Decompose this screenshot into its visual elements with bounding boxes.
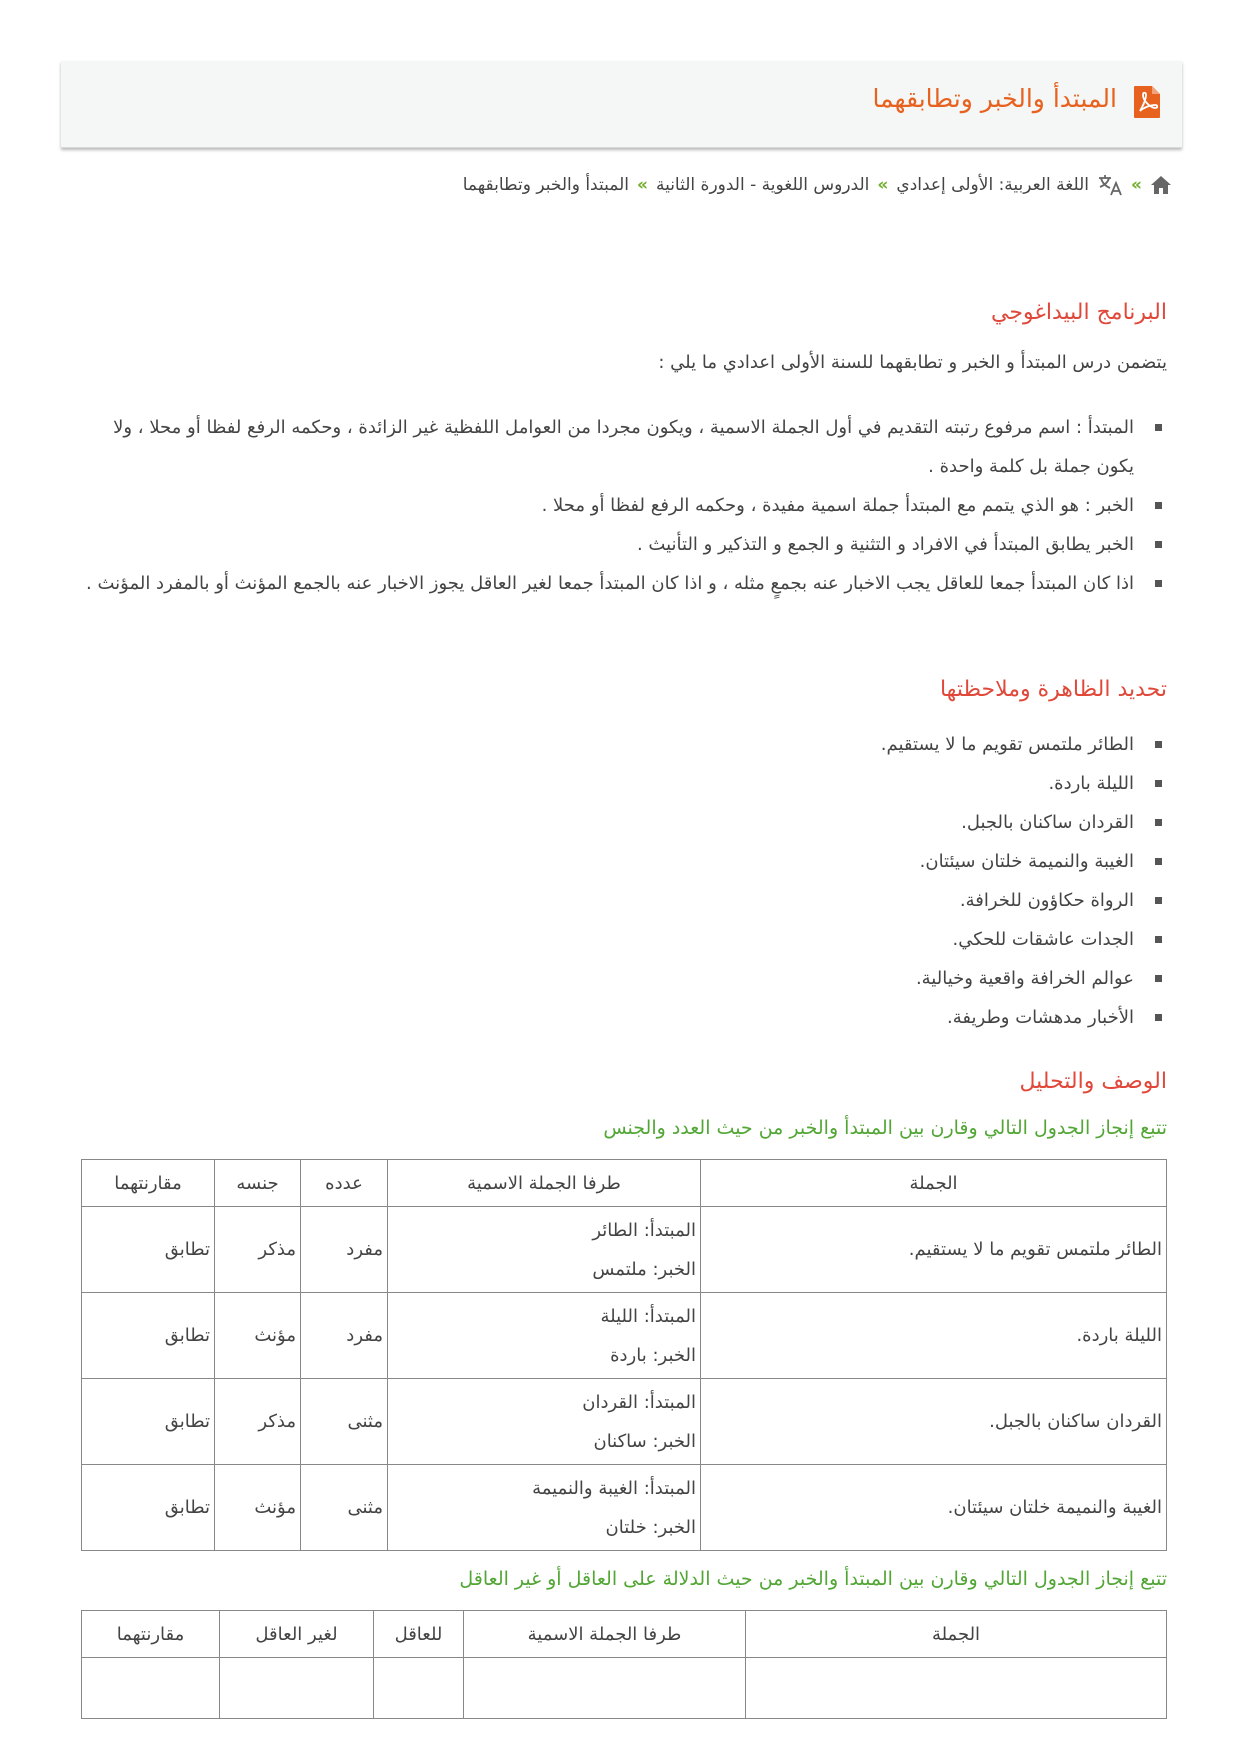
table-row [82,1465,1167,1551]
cell-subject: المبتدأ: القردان [582,1391,696,1413]
column-header: لغير العاقل [220,1611,374,1658]
cell-sentence: الطائر ملتمس تقويم ما لا يستقيم. [701,1207,1167,1293]
list-item: اذا كان المبتدأ جمعا للعاقل يجب الاخبار عنه بجمعٍ مثله ، و اذا كان المبتدأ جمعا لغير العاقل يجوز الاخبار عنه بالجمع المؤنث أو بالمفرد المؤنث . [75,564,1167,603]
column-header: مقارنتهما [82,1160,215,1207]
cell-predicate: الخبر: باردة [610,1344,696,1366]
list-item: الخبر : هو الذي يتمم مع المبتدأ جملة اسمية مفيدة ، وحكمه الرفع لفظا أو محلا . [75,486,1167,525]
cell-sentence: الليلة باردة. [701,1293,1167,1379]
cell-predicate: الخبر: ساكنان [593,1430,696,1452]
cell-subject: المبتدأ: الغيبة والنميمة [532,1477,696,1499]
list-item: الرواة حكاؤون للخرافة. [467,881,1167,920]
column-header: للعاقل [374,1611,464,1658]
table-cell [220,1658,374,1719]
cell-number: مثنى [301,1465,388,1551]
section-heading-analysis: الوصف والتحليل [1019,1069,1167,1094]
cell-parts [388,1465,701,1551]
breadcrumb-item-current: المبتدأ والخبر وتطابقهما [462,175,629,195]
cell-comparison: تطابق [82,1379,215,1465]
program-intro: يتضمن درس المبتدأ و الخبر و تطابقهما للسنة الأولى اعدادي ما يلي : [658,352,1167,373]
table-cell [82,1658,220,1719]
cell-number: مفرد [301,1293,388,1379]
list-item: الأخبار مدهشات وطريفة. [467,998,1167,1037]
list-item: الجدات عاشقات للحكي. [467,920,1167,959]
table-cell [464,1658,746,1719]
section-heading-phenomenon: تحديد الظاهرة وملاحظتها [939,677,1167,702]
list-item: الليلة باردة. [467,764,1167,803]
list-item: الطائر ملتمس تقويم ما لا يستقيم. [467,725,1167,764]
phenomenon-list [467,725,1167,1037]
cell-predicate: الخبر: ملتمس [592,1258,696,1280]
breadcrumb-item-subject[interactable]: اللغة العربية: الأولى إعدادي [896,175,1090,195]
cell-gender: مؤنث [215,1465,301,1551]
breadcrumb-separator: » [877,175,889,195]
section-heading-program: البرنامج البيداغوجي [991,300,1167,325]
cell-gender: مذكر [215,1207,301,1293]
cell-predicate: الخبر: خلتان [605,1516,696,1538]
table-header-row [82,1611,1167,1658]
cell-parts [388,1207,701,1293]
cell-number: مفرد [301,1207,388,1293]
cell-number: مثنى [301,1379,388,1465]
breadcrumb-separator: » [1131,175,1142,195]
list-item: الغيبة والنميمة خلتان سيئتان. [467,842,1167,881]
column-header: عدده [301,1160,388,1207]
cell-sentence: القردان ساكنان بالجبل. [701,1379,1167,1465]
column-header: مقارنتهما [82,1611,220,1658]
column-header: الجملة [701,1160,1167,1207]
table-cell [374,1658,464,1719]
page-title: المبتدأ والخبر وتطابقهما [872,84,1117,113]
cell-sentence: الغيبة والنميمة خلتان سيئتان. [701,1465,1167,1551]
task-instruction-2: تتبع إنجاز الجدول التالي وقارن بين المبتدأ والخبر من حيث الدلالة على العاقل أو غير العاقل [459,1568,1167,1590]
comparison-table-rational [81,1610,1167,1719]
table-row [82,1379,1167,1465]
column-header: طرفا الجملة الاسمية [464,1611,746,1658]
cell-gender: مؤنث [215,1293,301,1379]
breadcrumb-item-category[interactable]: الدروس اللغوية - الدورة الثانية [655,175,870,195]
column-header: جنسه [215,1160,301,1207]
cell-parts [388,1293,701,1379]
cell-comparison: تطابق [82,1465,215,1551]
translate-icon [1097,173,1123,197]
page-header [61,61,1182,148]
program-list [75,408,1167,603]
table-header-row [82,1160,1167,1207]
column-header: الجملة [746,1611,1167,1658]
pdf-icon[interactable] [1133,85,1161,119]
cell-comparison: تطابق [82,1207,215,1293]
list-item: القردان ساكنان بالجبل. [467,803,1167,842]
list-item: عوالم الخرافة واقعية وخيالية. [467,959,1167,998]
list-item: الخبر يطابق المبتدأ في الافراد و التثنية و الجمع و التذكير و التأنيث . [75,525,1167,564]
comparison-table-number-gender [81,1159,1167,1551]
table-row [82,1207,1167,1293]
table-row [82,1658,1167,1719]
table-cell [746,1658,1167,1719]
cell-subject: المبتدأ: الطائر [592,1219,696,1241]
cell-subject: المبتدأ: الليلة [600,1305,696,1327]
column-header: طرفا الجملة الاسمية [388,1160,701,1207]
list-item: المبتدأ : اسم مرفوع رتبته التقديم في أول الجملة الاسمية ، ويكون مجردا من العوامل اللفظية غير الزائدة ، وحكمه الرفع لفظا أو محلا ، ولا يكون جملة بل كلمة واحدة . [75,408,1167,486]
cell-comparison: تطابق [82,1293,215,1379]
cell-gender: مذكر [215,1379,301,1465]
cell-parts [388,1379,701,1465]
task-instruction-1: تتبع إنجاز الجدول التالي وقارن بين المبتدأ والخبر من حيث العدد والجنس [603,1117,1167,1139]
breadcrumb [463,170,1172,200]
table-row [82,1293,1167,1379]
home-icon[interactable] [1150,175,1172,195]
breadcrumb-separator: » [636,175,648,195]
